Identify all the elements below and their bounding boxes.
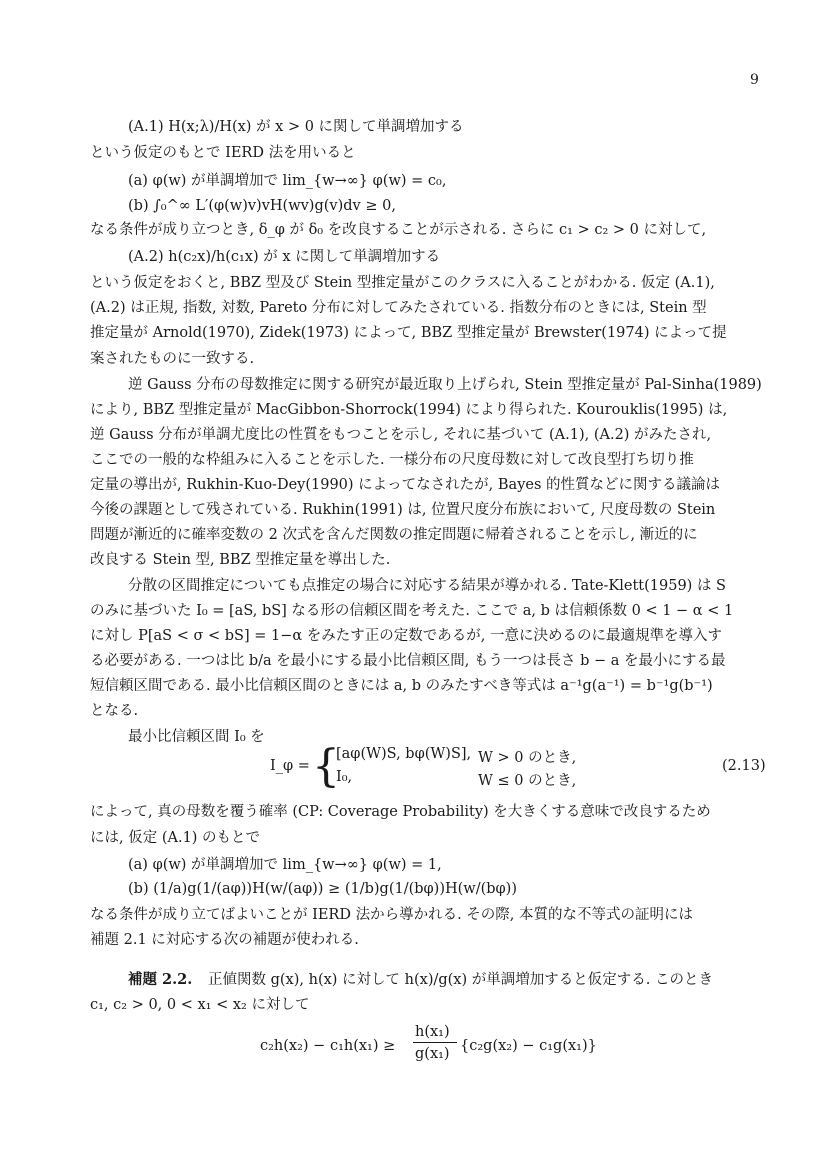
equation-brace: {	[312, 741, 340, 792]
text-line: 改良する Stein 型, BBZ 型推定量を導出した.	[90, 552, 391, 568]
inequality-rhs: {c₂g(x₂) − c₁g(x₁)}	[460, 1038, 597, 1054]
text-line: ここでの一般的な枠組みに入ることを示した. 一様分布の尺度母数に対して改良型打ち切り推	[90, 452, 694, 468]
text-line: という仮定のもとで IERD 法を用いると	[90, 145, 356, 161]
equation-case2-expr: I₀,	[336, 769, 353, 785]
equation-case2-cond: W ≤ 0 のとき,	[478, 773, 577, 789]
inequality-frac-num: h(x₁)	[415, 1024, 450, 1040]
text-line: のみに基づいた I₀ = [aS, bS] なる形の信頼区間を考えた. ここで a, b は信頼係数 0 < 1 − α < 1	[90, 603, 734, 619]
lemma-text: 正値関数 g(x), h(x) に対して h(x)/g(x) が単調増加すると仮定する. このとき	[208, 972, 713, 988]
text-line: 問題が漸近的に確率変数の 2 次式を含んだ関数の推定問題に帰着されることを示し, 漸近的に	[90, 527, 698, 543]
equation-case1-cond: W > 0 のとき,	[478, 750, 577, 766]
text-line: 定量の導出が, Rukhin-Kuo-Dey(1990) によってなされたが, Bayes 的性質などに関する議論は	[90, 477, 721, 493]
text-line: によって, 真の母数を覆う確率 (CP: Coverage Probability) を大きくする意味で改良するため	[90, 804, 711, 820]
assumption-a1: (A.1) H(x;λ)/H(x) が x > 0 に関して単調増加する	[128, 119, 464, 135]
text-line: 今後の課題として残されている. Rukhin(1991) は, 位置尺度分布族において, 尺度母数の Stein	[90, 502, 716, 518]
lemma-text: c₁, c₂ > 0, 0 < x₁ < x₂ に対して	[90, 997, 310, 1013]
equation-case1-expr: [aφ(W)S, bφ(W)S],	[336, 746, 472, 762]
text-line: 最小比信頼区間 I₀ を	[128, 729, 265, 745]
text-line: により, BBZ 型推定量が MacGibbon-Shorrock(1994) により得られた. Kourouklis(1995) は,	[90, 402, 728, 418]
text-line: 短信頼区間である. 最小比信頼区間のときには a, b のみたすべき等式は a⁻¹g(a⁻¹) = b⁻¹g(b⁻¹)	[90, 678, 713, 694]
assumption-a2: (A.2) h(c₂x)/h(c₁x) が x に関して単調増加する	[128, 249, 441, 265]
text-line: る必要がある. 一つは比 b/a を最小にする最小比信頼区間, もう一つは長さ b − a を最小にする最	[90, 653, 726, 669]
condition-a: (a) φ(w) が単調増加で lim_{w→∞} φ(w) = 1,	[128, 857, 442, 873]
equation-number: (2.13)	[722, 758, 766, 774]
lemma-label: 補題 2.2.	[128, 971, 193, 988]
text-line: という仮定をおくと, BBZ 型及び Stein 型推定量がこのクラスに入ることがわかる. 仮定 (A.1),	[90, 275, 715, 291]
text-line: (A.2) は正規, 指数, 対数, Pareto 分布に対してみたされている. 指数分布のときには, Stein 型	[90, 300, 707, 316]
text-line: に対し P[aS < σ < bS] = 1−α をみたす正の定数であるが, 一意に決めるのに最適規準を導入す	[90, 628, 722, 644]
condition-b: (b) (1/a)g(1/(aφ))H(w/(aφ)) ≥ (1/b)g(1/(bφ))H(w/(bφ))	[128, 881, 517, 897]
text-line: には, 仮定 (A.1) のもとで	[90, 830, 261, 846]
inequality-frac-bar	[413, 1042, 457, 1043]
text-line: 分散の区間推定についても点推定の場合に対応する結果が導かれる. Tate-Klett(1959) は S	[128, 578, 726, 594]
text-line: となる.	[90, 703, 139, 719]
text-line: 逆 Gauss 分布の母数推定に関する研究が最近取り上げられ, Stein 型推定量が Pal-Sinha(1989)	[128, 377, 762, 393]
text-line: なる条件が成り立つとき, δ_φ が δ₀ を改良することが示される. さらに c₁ > c₂ > 0 に対して,	[90, 222, 707, 238]
condition-a: (a) φ(w) が単調増加で lim_{w→∞} φ(w) = c₀,	[128, 173, 447, 189]
text-line: 逆 Gauss 分布が単調尤度比の性質をもつことを示し, それに基づいて (A.1), (A.2) がみたされ,	[90, 427, 712, 443]
inequality-lhs: c₂h(x₂) − c₁h(x₁) ≥	[260, 1038, 396, 1054]
text-line: 補題 2.1 に対応する次の補題が使われる.	[90, 932, 359, 948]
page-number: 9	[750, 72, 759, 88]
text-line: 推定量が Arnold(1970), Zidek(1973) によって, BBZ 型推定量が Brewster(1974) によって提	[90, 325, 727, 341]
equation-lhs: I_φ =	[270, 758, 310, 774]
text-line: なる条件が成り立てばよいことが IERD 法から導かれる. その際, 本質的な不等式の証明には	[90, 907, 694, 923]
text-line: 案されたものに一致する.	[90, 351, 255, 367]
condition-b: (b) ∫₀^∞ L′(φ(w)v)vH(wv)g(v)dv ≥ 0,	[128, 198, 396, 214]
inequality-frac-den: g(x₁)	[415, 1046, 450, 1062]
